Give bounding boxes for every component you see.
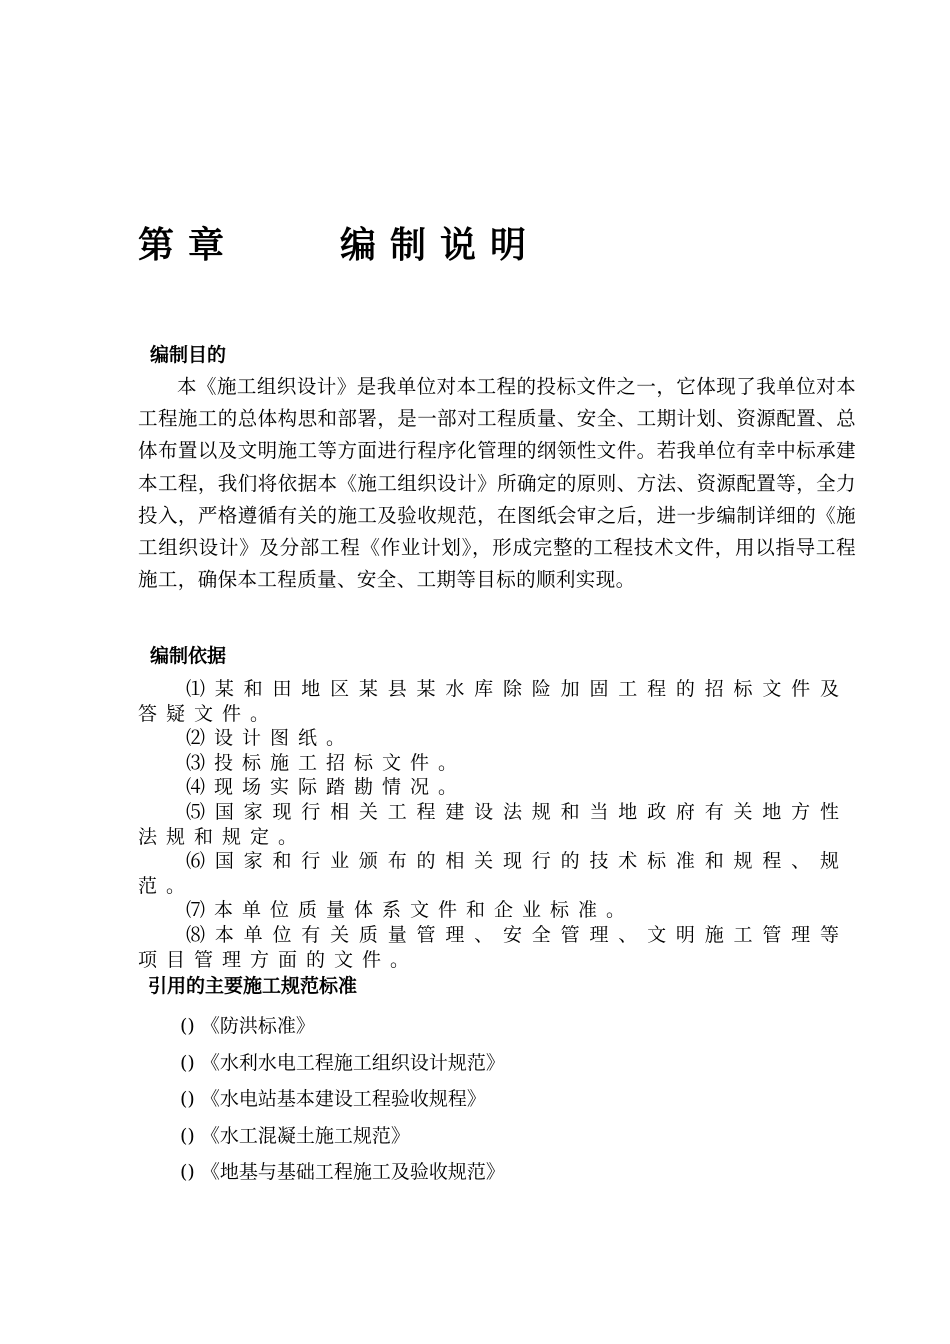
standard-item <box>180 1008 505 1045</box>
basis-item: ⑸国家现行相关工程建设法规和当地政府有关地方性法规和规定。 <box>138 800 848 848</box>
section-heading-basis: 编制依据 <box>150 645 227 667</box>
standard-number: () <box>180 1161 195 1184</box>
standard-number: () <box>180 1015 195 1037</box>
standard-title: 《水工混凝土施工规范》 <box>200 1124 410 1147</box>
standard-number: () <box>180 1051 195 1074</box>
basis-list <box>138 677 848 972</box>
basis-item: ⑻本单位有关质量管理、安全管理、文明施工管理等项目管理方面的文件。 <box>138 923 848 971</box>
basis-item: ⑵设计图纸。 <box>186 727 355 750</box>
basis-item: ⑶投标施工招标文件。 <box>186 751 467 774</box>
standard-number: () <box>180 1088 195 1111</box>
chapter-title: 编制说明 <box>340 225 541 266</box>
standard-item <box>180 1118 505 1155</box>
standard-title: 《地基与基础工程施工及验收规范》 <box>200 1161 505 1184</box>
section-heading-standards: 引用的主要施工规范标准 <box>148 975 358 997</box>
standard-item <box>180 1154 505 1191</box>
standards-list <box>180 1008 505 1191</box>
chapter-label: 第章 <box>138 225 239 266</box>
chapter-heading <box>138 222 541 270</box>
basis-item: ⑷现场实际踏勘情况。 <box>186 776 467 799</box>
basis-item: ⑺本单位质量体系文件和企业标准。 <box>186 899 635 922</box>
section-heading-purpose: 编制目的 <box>150 344 227 366</box>
purpose-paragraph: 本《施工组织设计》是我单位对本工程的投标文件之一，它体现了我单位对本工程施工的总体构思和部署，是一部对工程质量、安全、工期计划、资源配置、总体布置以及文明施工等方面进行程序化管理的纲领性文件。若我单位有幸中标承建本工程，我们将依据本《施工组织设计》所确定的原则、方法、资源配置等，全力投入，严格遵循有关的施工及验收规范，在图纸会审之后，进一步编制详细的《施工组织设计》及分部工程《作业计划》，形成完整的工程技术文件，用以指导工程施工，确保本工程质量、安全、工期等目标的顺利实现。 <box>138 375 856 592</box>
standard-number: () <box>180 1124 195 1147</box>
standard-title: 《水利水电工程施工组织设计规范》 <box>200 1051 505 1074</box>
standard-item <box>180 1045 505 1082</box>
standard-title: 《水电站基本建设工程验收规程》 <box>200 1088 486 1111</box>
standard-title: 《防洪标准》 <box>200 1015 315 1037</box>
basis-item: ⑹国家和行业颁布的相关现行的技术标准和规程、规范。 <box>138 850 848 897</box>
basis-item: ⑴某和田地区某县某水库除险加固工程的招标文件及答疑文件。 <box>138 678 848 725</box>
standard-item <box>180 1081 505 1118</box>
